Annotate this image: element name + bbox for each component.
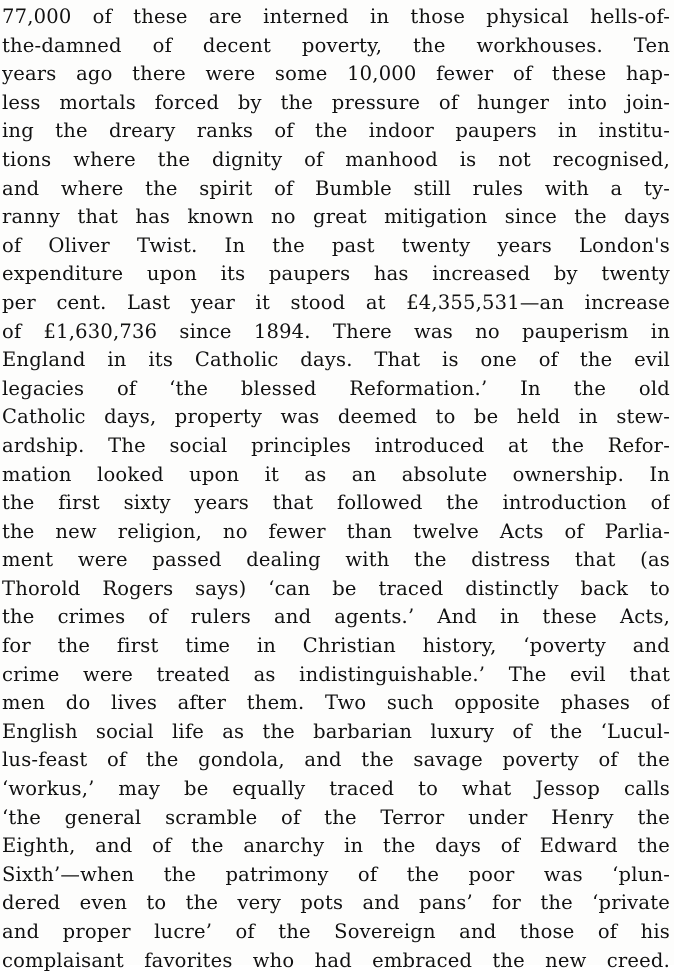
- text-line: Catholic days, property was deemed to be held in stew-: [2, 405, 670, 429]
- text-line: Eighth, and of the anarchy in the days of Edward the: [2, 834, 670, 858]
- text-line: the new religion, no fewer than twelve Acts of Parlia-: [2, 519, 670, 543]
- text-line: the crimes of rulers and agents.’ And in these Acts,: [2, 605, 670, 629]
- text-line: tions where the dignity of manhood is not recognised,: [2, 147, 670, 171]
- text-line: crime were treated as indistinguishable.’ The evil that: [2, 662, 670, 686]
- text-line: years ago there were some 10,000 fewer of these hap-: [2, 62, 670, 86]
- text-line: legacies of ‘the blessed Reformation.’ In the old: [2, 376, 670, 400]
- text-line: 77,000 of these are interned in those physical hells-of-: [2, 5, 670, 28]
- text-line: English social life as the barbarian luxury of the ‘Lucul-: [2, 719, 670, 743]
- text-line: for the first time in Christian history, ‘poverty and: [2, 634, 670, 658]
- text-line: England in its Catholic days. That is one of the evil: [2, 348, 670, 372]
- text-line: and where the spirit of Bumble still rules with a ty-: [2, 176, 670, 200]
- text-line: complaisant favorites who had embraced the new creed.: [2, 948, 670, 972]
- text-line: expenditure upon its paupers has increased by twenty: [2, 262, 670, 286]
- text-line: ment were passed dealing with the distress that (as: [2, 548, 670, 572]
- text-line: ‘workus,’ may be equally traced to what Jessop calls: [2, 777, 670, 801]
- text-line: ardship. The social principles introduced at the Refor-: [2, 433, 670, 457]
- text-line: less mortals forced by the pressure of hunger into join-: [2, 90, 670, 114]
- text-line: of £1,630,736 since 1894. There was no pauperism in: [2, 319, 670, 343]
- text-line: Sixth’—when the patrimony of the poor was ‘plun-: [2, 862, 670, 886]
- text-column: [2, 3, 670, 975]
- text-line: lus-feast of the gondola, and the savage poverty of the: [2, 748, 670, 772]
- text-line: of Oliver Twist. In the past twenty years London's: [2, 233, 670, 257]
- text-line: Thorold Rogers says) ‘can be traced distinctly back to: [2, 576, 670, 600]
- text-line: mation looked upon it as an absolute ownership. In: [2, 462, 670, 486]
- text-line: dered even to the very pots and pans’ for the ‘private: [2, 891, 670, 915]
- text-line: and proper lucre’ of the Sovereign and those of his: [2, 920, 670, 943]
- text-line: per cent. Last year it stood at £4,355,531—an increase: [2, 290, 670, 314]
- text-line: men do lives after them. Two such opposite phases of: [2, 691, 670, 715]
- text-line: the-damned of decent poverty, the workhouses. Ten: [2, 33, 670, 57]
- text-line: the first sixty years that followed the introduction of: [2, 491, 670, 515]
- text-line: ‘the general scramble of the Terror under Henry the: [2, 805, 670, 829]
- text-line: ranny that has known no great mitigation since the days: [2, 205, 670, 229]
- text-line: ing the dreary ranks of the indoor paupers in institu-: [2, 119, 670, 143]
